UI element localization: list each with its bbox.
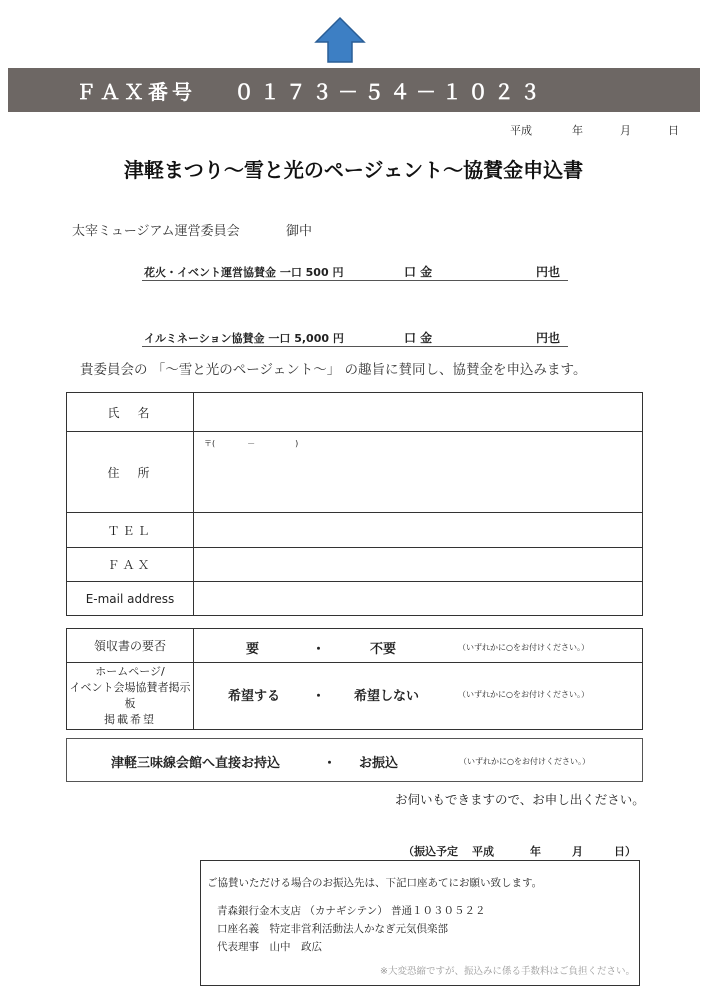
donation-label: イルミネーション協賛金 一口 5,000 円 (144, 332, 344, 345)
email-label: E-mail address (67, 582, 194, 616)
date-year: 年 (572, 124, 583, 137)
address-label: 住 所 (67, 432, 194, 513)
listing-separator: ・ (312, 689, 326, 704)
transfer-schedule-year: 年 (530, 845, 541, 858)
date-era: 平成 (510, 124, 532, 137)
listing-label-line2: イベント会場協賛者掲示板 (69, 681, 191, 710)
address-field[interactable] (194, 432, 643, 513)
payment-separator: ・ (323, 756, 337, 771)
listing-yes-option[interactable]: 希望する (228, 689, 281, 704)
listing-options (194, 663, 643, 730)
bank-info-box (200, 860, 640, 986)
bank-account-name: 口座名義 特定非営利活動法人かなぎ元気倶楽部 (217, 923, 448, 935)
visit-note: お伺いもできますので、お申し出ください。 (395, 792, 645, 807)
email-field[interactable] (194, 582, 643, 616)
receipt-label: 領収書の要否 (67, 629, 194, 663)
transfer-schedule-day: 日） (614, 845, 636, 858)
transfer-schedule-label: （振込予定 (403, 845, 458, 858)
application-statement: 貴委員会の 「～雪と光のページェント～」 の趣旨に賛同し、協賛金を申込みます。 (80, 362, 587, 378)
donation-label: 花火・イベント運営協賛金 一口 500 円 (144, 266, 344, 279)
tel-label: ＴＥＬ (67, 513, 194, 548)
date-day: 日 (668, 124, 679, 137)
tel-field[interactable] (194, 513, 643, 548)
fax-field[interactable] (194, 548, 643, 582)
listing-label-line1: ホームページ/ (95, 665, 165, 678)
bank-account: 青森銀行金木支店 （カナギシテン） 普通１０３０５２２ (217, 905, 486, 917)
fax-label: ＦＡＸ番号 (76, 80, 196, 104)
donation-unit: 口 金 (404, 331, 433, 345)
page-title: 津軽まつり～雪と光のページェント～協賛金申込書 (123, 158, 584, 182)
name-field[interactable] (194, 393, 643, 432)
applicant-table (66, 392, 643, 616)
receipt-note: （いずれかに○をお付けください。） (458, 643, 589, 652)
bank-fee-note: ※大変恐縮ですが、振込みに係る手数料はご負担ください。 (380, 966, 635, 977)
receipt-yes-option[interactable]: 要 (246, 642, 260, 657)
recipient-name: 太宰ミュージアム運営委員会 (72, 224, 240, 239)
donation-row-illumination[interactable] (142, 328, 568, 347)
donation-suffix: 円也 (536, 331, 561, 345)
bank-representative: 代表理事 山中 政広 (217, 941, 322, 953)
donation-row-fireworks[interactable] (142, 262, 568, 281)
payment-note: （いずれかに○をお付けください。） (459, 757, 590, 766)
payment-method-box (66, 738, 643, 782)
fax-field-label: ＦＡＸ (67, 548, 194, 582)
receipt-separator: ・ (312, 642, 326, 657)
receipt-no-option[interactable]: 不要 (370, 642, 397, 657)
fax-number: ０１７３－５４－１０２３ (234, 80, 546, 104)
listing-label (67, 663, 194, 730)
listing-note: （いずれかに○をお付けください。） (458, 690, 589, 699)
payment-hand-delivery-option[interactable]: 津軽三味線会館へ直接お持込 (111, 756, 281, 771)
name-label: 氏 名 (67, 393, 194, 432)
listing-no-option[interactable]: 希望しない (354, 689, 420, 704)
transfer-schedule-era: 平成 (472, 845, 494, 858)
options-table (66, 628, 643, 730)
recipient-honorific: 御中 (286, 224, 313, 239)
up-arrow-icon (314, 16, 366, 64)
receipt-options (194, 629, 643, 663)
payment-transfer-option[interactable]: お振込 (359, 756, 399, 771)
postal-code-template: 〒( － ) (204, 439, 299, 448)
fax-number-bar (8, 68, 700, 112)
listing-label-line3: 掲載希望 (104, 713, 156, 726)
donation-unit: 口 金 (404, 265, 433, 279)
date-month: 月 (620, 124, 631, 137)
donation-suffix: 円也 (536, 265, 561, 279)
bank-intro: ご協賛いただける場合のお振込先は、下記口座あてにお願い致します。 (207, 877, 543, 889)
transfer-schedule-month: 月 (572, 845, 583, 858)
